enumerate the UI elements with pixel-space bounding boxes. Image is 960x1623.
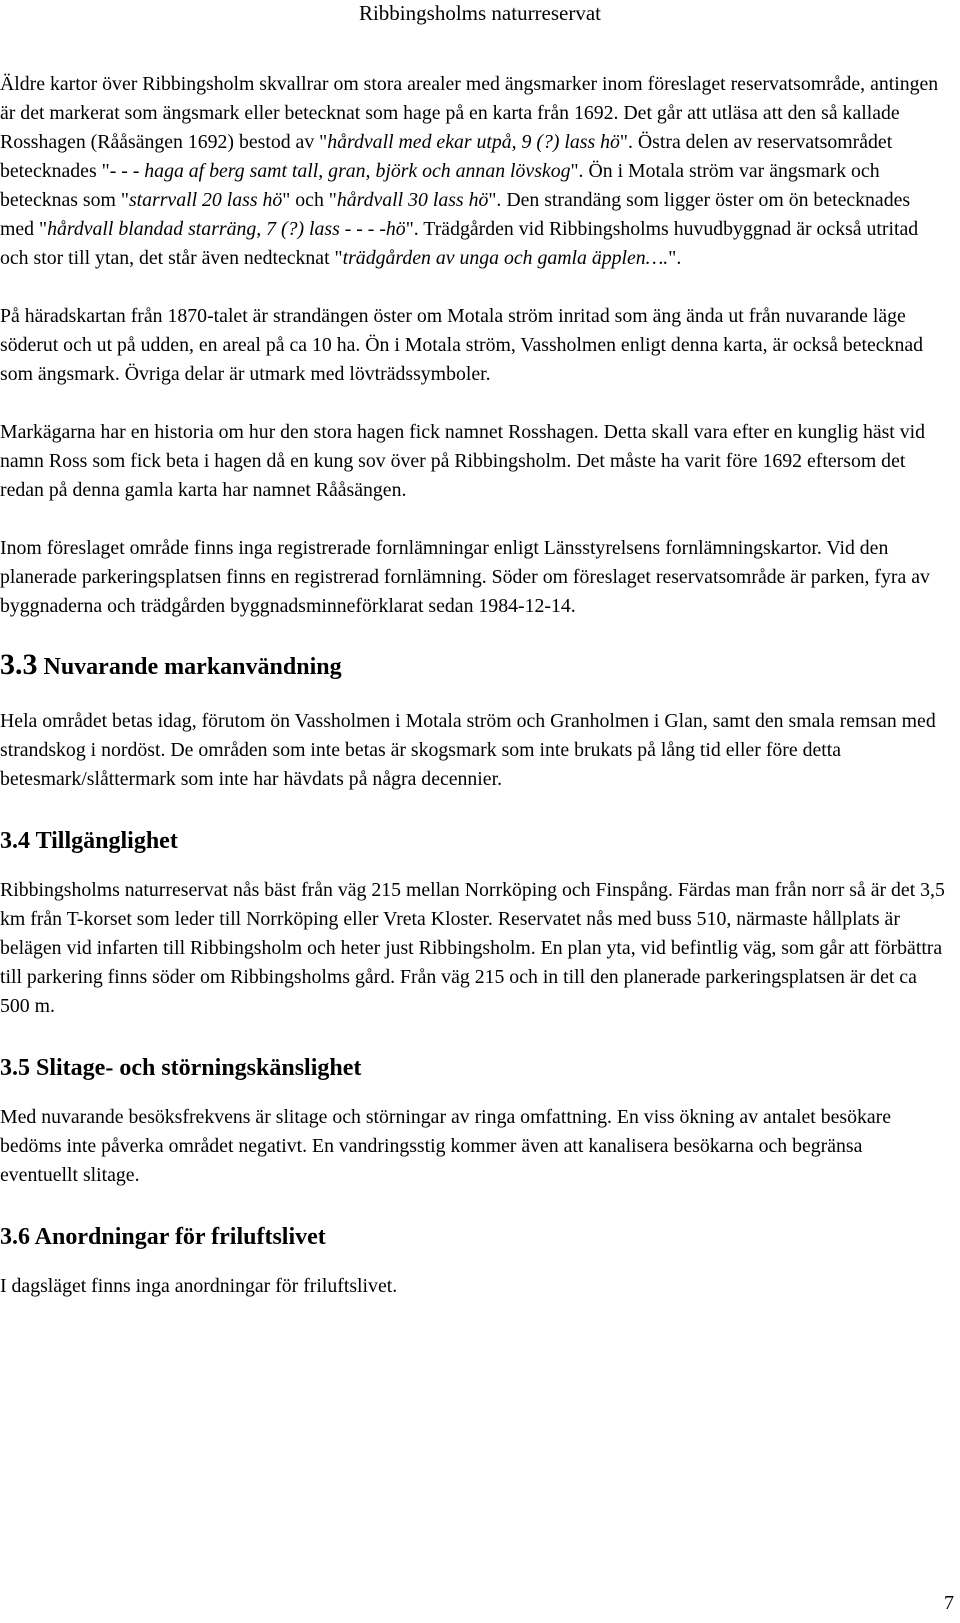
text-run: ". Trädgården vid Ribbingsholms huvudbyggnad är också utritad och stor till ytan, det står även nedtecknat " xyxy=(0,218,919,269)
section-title: Nuvarande markanvändning xyxy=(43,654,342,680)
paragraph-wear-sensitivity: Med nuvarande besöksfrekvens är slitage och störningar av ringa omfattning. En viss ökning av antalet besökare bedöms inte påverka området negativt. En vandringsstig kommer även att kanalisera besökarna och begränsa eventuellt slitage. xyxy=(0,1106,891,1186)
quote-run: hårdvall blandad starräng, 7 (?) lass - - - -hö xyxy=(47,218,406,240)
section-heading-3-4: 3.4 Tillgänglighet xyxy=(0,828,178,854)
paragraph-land-use: Hela området betas idag, förutom ön Vassholmen i Motala ström och Granholmen i Glan, samt den smala remsan med strandskog i nordöst. De områden som inte betas är skogsmark som inte brukats på lång tid eller före detta betesmark/slåttermark som inte har hävdats på några decennier. xyxy=(0,710,936,790)
quote-run: trädgården av unga och gamla äpplen…. xyxy=(342,247,669,269)
section-number: 3.3 xyxy=(0,648,38,681)
section-heading-3-6: 3.6 Anordningar för friluftslivet xyxy=(0,1224,326,1250)
text-run: ". Ön i Motala ström var ängsmark och betecknas som " xyxy=(0,160,880,211)
document-body xyxy=(0,70,945,1330)
text-run: ". Den strandäng som ligger öster om ön betecknades med " xyxy=(0,189,911,240)
text-run: Äldre kartor över Ribbingsholm skvallrar om stora arealer med ängsmarker inom föreslaget reservatsområde, antingen är det markerat som ängsmark eller betecknat som hage på en karta från 1692. Det går att utläsa att den så kallade Rosshagen (Rååsängen 1692) bestod av " xyxy=(0,73,939,153)
paragraph-rosshagen-history: Markägarna har en historia om hur den stora hagen fick namnet Rosshagen. Detta skall vara efter en kunglig häst vid namn Ross som fick beta i hagen då en kung sov över på Ribbingsholm. Det måste ha varit före 1692 eftersom det redan på denna gamla karta har namnet Rååsängen. xyxy=(0,421,926,501)
paragraph-accessibility: Ribbingsholms naturreservat nås bäst från väg 215 mellan Norrköping och Finspång. Färdas man från norr så är det 3,5 km från T-korset som leder till Norrköping eller Vreta Kloster. Reservatet nås med buss 510, närmaste hållplats är belägen vid infarten till Ribbingsholm och heter just Ribbingsholm. En plan yta, vid befintlig väg, som går att förbättra till parkering finns söder om Ribbingsholms gård. Från väg 215 och in till den planerade parkeringsplatsen är det ca 500 m. xyxy=(0,879,945,1017)
running-header: Ribbingsholms naturreservat xyxy=(358,1,602,25)
section-heading-3-5: 3.5 Slitage- och störningskänslighet xyxy=(0,1055,362,1081)
section-heading-3-3 xyxy=(0,647,945,685)
text-run: ". Östra delen av reservatsområdet betecknades " xyxy=(0,131,893,182)
text-run: " och " xyxy=(282,189,337,211)
paragraph-ancient-remains: Inom föreslaget område finns inga registrerade fornlämningar enligt Länsstyrelsens fornlämningskartor. Vid den planerade parkeringsplatsen finns en registrerad fornlämning. Söder om föreslaget reservatsområde är parken, fyra av byggnaderna och trädgården byggnadsminneförklarat sedan 1984-12-14. xyxy=(0,537,930,617)
paragraph-district-map: På häradskartan från 1870-talet är strandängen öster om Motala ström inritad som äng ända ut från nuvarande läge söderut och ut på udden, en areal på ca 10 ha. Ön i Motala ström, Vassholmen enligt denna karta, är också betecknad som ängsmark. Övriga delar är utmark med lövträdssymboler. xyxy=(0,305,924,385)
paragraph-outdoor-facilities: I dagsläget finns inga anordningar för friluftslivet. xyxy=(0,1275,398,1297)
paragraph-old-maps xyxy=(0,70,945,273)
page-number: 7 xyxy=(944,1592,954,1614)
quote-run: hårdvall 30 lass hö xyxy=(336,189,489,211)
quote-run: starrvall 20 lass hö xyxy=(128,189,283,211)
quote-run: - - - haga af berg samt tall, gran, björk och annan lövskog xyxy=(109,160,571,182)
text-run: ". xyxy=(668,247,682,269)
quote-run: hårdvall med ekar utpå, 9 (?) lass hö xyxy=(327,131,620,153)
